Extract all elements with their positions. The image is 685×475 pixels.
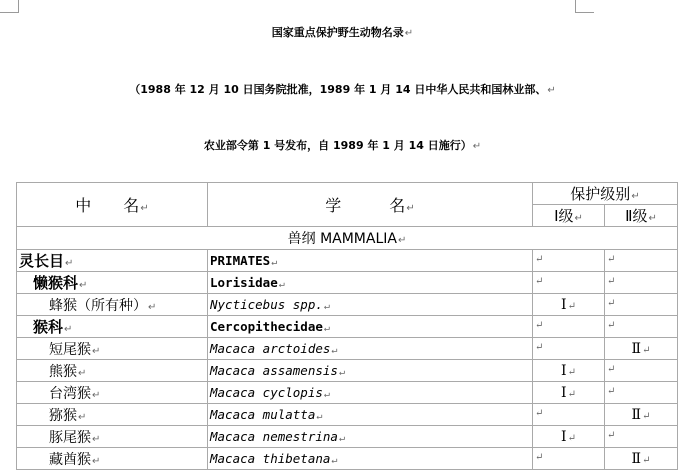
document-title: 国家重点保护野生动物名录↵ <box>271 26 414 39</box>
chinese-name-cell: 藏酋猴↵ <box>17 448 208 470</box>
level2-cell: ↵ <box>605 360 678 382</box>
table-row <box>17 360 678 382</box>
chinese-name-cell: 蜂猴（所有种）↵ <box>17 294 208 316</box>
header-protection-level: 保护级别↵ <box>533 183 678 205</box>
scientific-name-cell: Nycticebus spp.↵ <box>208 294 533 316</box>
level2-cell: ↵ <box>605 250 678 272</box>
chinese-name-cell: 猕猴↵ <box>17 404 208 426</box>
level1-cell: ↵ <box>533 250 605 272</box>
chinese-name-cell: 熊猴↵ <box>17 360 208 382</box>
table-row <box>17 382 678 404</box>
chinese-name-cell: 台湾猴↵ <box>17 382 208 404</box>
table-row <box>17 448 678 470</box>
paragraph-mark: ↵ <box>472 141 482 152</box>
chinese-name-cell: 懒猴科↵ <box>17 272 208 294</box>
scientific-name-cell: Macaca cyclopis↵ <box>208 382 533 404</box>
level1-cell: ↵ <box>533 316 605 338</box>
chinese-name-cell: 猴科↵ <box>17 316 208 338</box>
class-row <box>17 227 678 250</box>
chinese-name-cell: 豚尾猴↵ <box>17 426 208 448</box>
crop-mark-top-left <box>0 0 19 13</box>
chinese-name-cell: 短尾猴↵ <box>17 338 208 360</box>
level1-cell: Ⅰ↵ <box>533 382 605 404</box>
scientific-name-cell: Macaca assamensis↵ <box>208 360 533 382</box>
level2-cell: ↵ <box>605 316 678 338</box>
crop-mark-top-right <box>575 0 594 13</box>
document-subtitle-line1: （1988 年 12 月 10 日国务院批准，1989 年 1 月 14 日中华人民共和国林业部、↵ <box>129 83 556 96</box>
level2-cell: ↵ <box>605 294 678 316</box>
scientific-name-cell: Cercopithecidae↵ <box>208 316 533 338</box>
scientific-name-cell: Macaca mulatta↵ <box>208 404 533 426</box>
level1-cell: ↵ <box>533 338 605 360</box>
level2-cell: ↵ <box>605 382 678 404</box>
table-header-row <box>17 183 678 205</box>
document-subtitle-line2: 农业部令第 1 号发布，自 1989 年 1 月 14 日施行）↵ <box>203 139 482 152</box>
table-row <box>17 338 678 360</box>
header-level1: Ⅰ级↵ <box>533 205 605 227</box>
table-row <box>17 294 678 316</box>
chinese-name-cell: 灵长目↵ <box>17 250 208 272</box>
level1-cell: ↵ <box>533 448 605 470</box>
scientific-name-cell: Macaca nemestrina↵ <box>208 426 533 448</box>
class-label: 兽纲 MAMMALIA↵ <box>17 227 678 250</box>
paragraph-mark: ↵ <box>547 85 556 96</box>
level1-cell: Ⅰ↵ <box>533 426 605 448</box>
level1-cell: ↵ <box>533 404 605 426</box>
level1-cell: ↵ <box>533 272 605 294</box>
header-scientific-name: 学 名↵ <box>208 183 533 227</box>
species-table <box>16 182 678 470</box>
table-row <box>17 404 678 426</box>
table-row <box>17 272 678 294</box>
level2-cell: Ⅱ↵ <box>605 338 678 360</box>
level2-cell: Ⅱ↵ <box>605 404 678 426</box>
level1-cell: Ⅰ↵ <box>533 360 605 382</box>
table-row <box>17 316 678 338</box>
level1-cell: Ⅰ↵ <box>533 294 605 316</box>
scientific-name-cell: Macaca thibetana↵ <box>208 448 533 470</box>
level2-cell: ↵ <box>605 426 678 448</box>
level2-cell: ↵ <box>605 272 678 294</box>
header-chinese-name: 中 名↵ <box>17 183 208 227</box>
table-row <box>17 426 678 448</box>
scientific-name-cell: Macaca arctoides↵ <box>208 338 533 360</box>
table-row <box>17 250 678 272</box>
header-level2: Ⅱ级↵ <box>605 205 678 227</box>
level2-cell: Ⅱ↵ <box>605 448 678 470</box>
paragraph-mark: ↵ <box>404 28 414 39</box>
scientific-name-cell: PRIMATES↵ <box>208 250 533 272</box>
scientific-name-cell: Lorisidae↵ <box>208 272 533 294</box>
